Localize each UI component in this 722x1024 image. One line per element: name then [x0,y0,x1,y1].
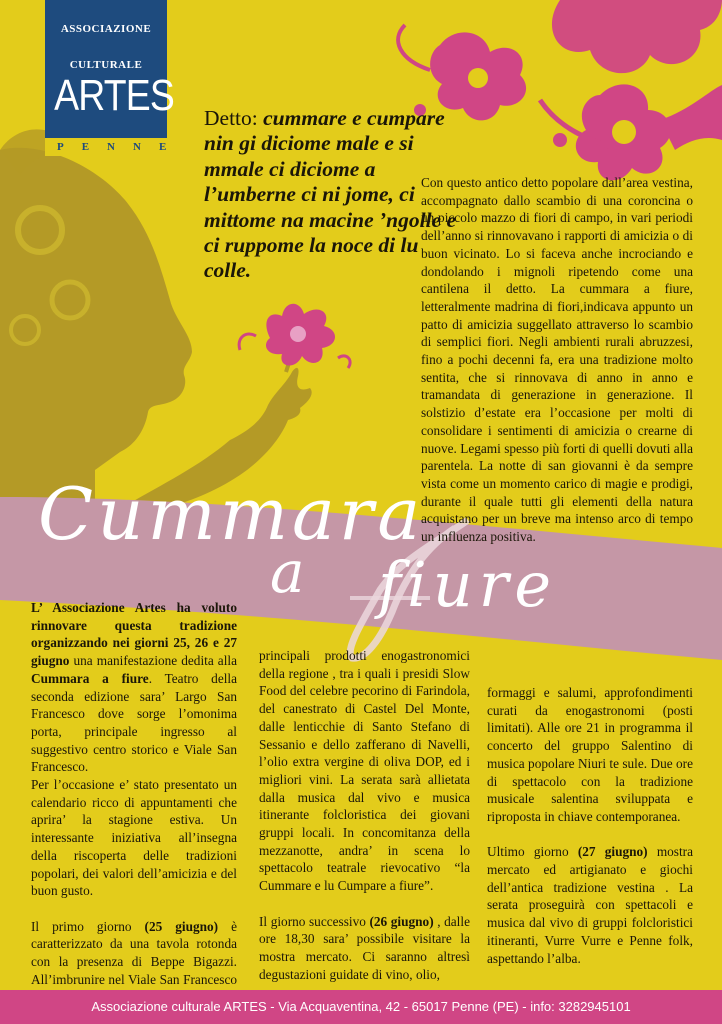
column-1 [31,599,237,1024]
motto-lead: Detto: [204,106,258,130]
col2-paragraph-2 [259,913,470,984]
intro-paragraph: Con questo antico detto popolare dall’area vestina, accompagnato dallo scambio di una coroncina o un piccolo mazzo di fiori di campo, in vari periodi dell’anno si rinnovavano i rapporti di amicizia o di buon vicinato. Lo si faceva anche incrociando e dondolando i mignoli ripetendo come una cantilena il detto. La cummara a fiure, letteralmente madrina di fiori,indicava appunto un patto di amicizia suggellato attraverso lo scambio di semplici fiori. Negli ambienti rurali abruzzesi, fino a pochi decenni fa, era una tradizione molto sentita, che si rinnovava di anno in anno e tramandata di generazione in generazione. Il solstizio d’estate era l’occasione per molti di consolidare i sentimenti di amicizia o crearne di nuove. Legami spesso più forti di quelli dovuti alla parentela. La notte di san giovanni è da sempre vista come un momento carico di magie e prodigi, durante il quale tutti gli elementi della natura acquistano per un breve ma intenso arco di tempo un influenza positiva. [421,175,693,545]
col3-day3-date: (27 giugno) [577,844,648,860]
col2-paragraph-1: principali prodotti enogastronomici della regione , tra i quali i presidi Slow Food del celebre pecorino di Farindola, del canestrato di Castel Del Monte, dalle lenticchie di Santo Stefano di Sessanio e dello zafferano di Navelli, l’olio extra vergine di oliva DOP, ed i migliori vini. La serata sarà allietata dalla musica dal vivo e musica itinerante folcloristica dei giovani gruppi locali. In concomitanza della mezzanotte, andra’ in scena lo spettacolo teatrale rievocativo “la Cummare e lu Cumpare a fiure”. [259,648,470,894]
title-fiure: fiure [378,548,558,621]
col3-day3-lead: Ultimo giorno [487,844,578,860]
footer-contact: Associazione culturale ARTES - Via Acquaventina, 42 - 65017 Penne (PE) - info: 3282945101 [0,990,722,1024]
col2-day2-lead: Il giorno successivo [259,913,370,929]
col1-day1-text: è caratterizzato da una tavola rotonda con la presenza di Beppe Bigazzi. All’imbrunire nel Viale San Francesco [31,918,237,987]
col1-day1-date: (25 giugno) [144,918,219,934]
col1-text-b: . Teatro della seconda edizione sara’ Largo San Francesco dove sorge l’omonima porta, principale ingresso al suggestivo centro storico e Viale San Francesco. [31,670,238,775]
artes-logo [45,0,185,153]
col3-paragraph-1: formaggi e salumi, approfondimenti curati da enogastronomi (posti limitati). Alle ore 21 in programma il concerto del gruppo Salentino di musica popolare Niuri te sule. Due ore di spettacolo con la tradizione musicale salentina sviluppata e riproposta in chiave contemporanea. [487,685,693,824]
col2-day2-date: (26 giugno) [369,913,434,929]
title-a: a [270,538,308,606]
logo-name: ARTES [54,71,174,120]
logo-line-1: ASSOCIAZIONE [60,23,152,35]
column-2 [259,647,470,983]
motto-text: cummare e cumpare nin gi diciome male e si mmale ci diciome a l’umberne ci ni jome, ci mittome na macine ’ngolle e ci ruppome la noce di lu colle. [204,106,457,283]
col1-paragraph-1 [31,599,237,776]
col1-day1-lead: Il primo giorno [31,918,145,934]
col1-paragraph-2: Per l’occasione e’ stato presentato un calendario ricco di appuntamenti che aprira’ la stagione estiva. Un interessante iniziativa all’insegna della riscoperta delle tradizioni popolari, dei valori dell’amicizia e del buon gusto. [31,777,237,899]
held-flower-graphic [239,304,350,372]
logo-city: PENNE [45,138,167,156]
column-3 [487,684,693,967]
col1-bold-intro: L’ Associazione Artes ha voluto rinnovare questa tradizione organizzando nei giorni 25, 26 e 27 giugno [31,600,237,669]
col2-day2-text: , dalle ore 18,30 sara’ possibile visitare la mostra mercato. Ci saranno altresì degustazioni guidate di vino, olio, [259,913,470,982]
col3-day3-text: mostra mercato ed artigianato e giochi dell’antica tradizione vestina . La serata proseguirà con spettacoli e musica dal vivo di gruppi folcloristici itineranti, Vurre Vurre e Penne folk, aspettando l’alba. [487,844,694,966]
col1-text-a: una manifestazione dedita alla [69,653,237,669]
col3-paragraph-2 [487,843,693,967]
title-cummara: Cummara [38,472,425,556]
col1-bold-event: Cummara a fiure [31,670,149,686]
logo-line-2: CULTURALE [69,59,143,71]
